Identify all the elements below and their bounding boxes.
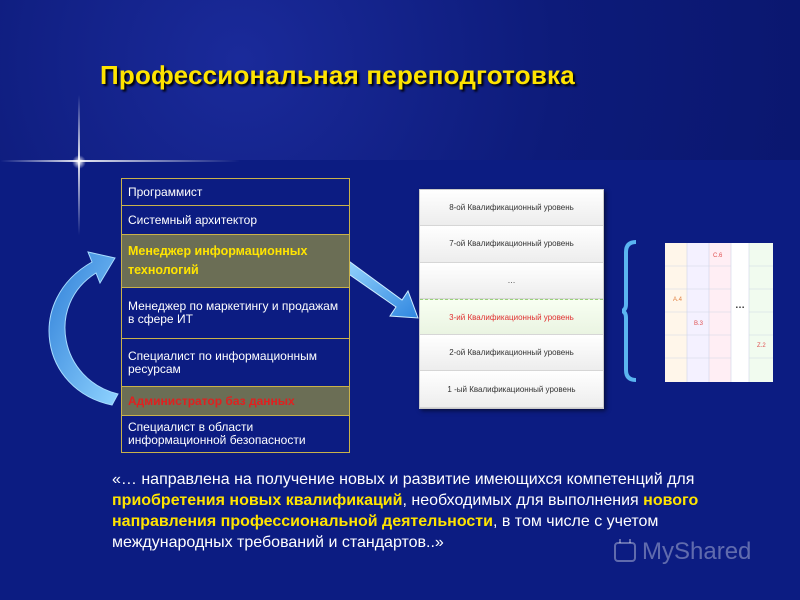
quote-highlight-2: нового направления профессиональной деятельности: [112, 492, 699, 530]
role-security-specialist: Специалист в области информационной безопасности: [121, 416, 350, 453]
role-info-resources-specialist: Специалист по информационным ресурсам: [121, 339, 350, 387]
competence-grid-lines: [665, 243, 773, 382]
diagonal-arrow-icon: [340, 259, 418, 318]
level-1: 1 -ый Квалификационный уровень: [420, 371, 603, 407]
watermark-text: MyShared: [642, 538, 752, 565]
level-3: 3-ий Квалификационный уровень: [420, 299, 603, 335]
grid-ellipsis: …: [735, 300, 745, 311]
roles-table: [121, 178, 350, 453]
grid-label-c6: C.6: [713, 253, 723, 259]
competence-grid: [665, 243, 773, 382]
slide-title: Профессиональная переподготовка: [100, 60, 575, 90]
level-2: 2-ой Квалификационный уровень: [420, 335, 603, 371]
curved-loop-arrow-icon: [49, 252, 118, 405]
role-system-architect: Системный архитектор: [121, 206, 350, 235]
role-database-admin: Администратор баз данных: [121, 387, 350, 416]
level-7: 7-ой Квалификационный уровень: [420, 226, 603, 262]
quote-part-2: , необходимых для выполнения: [402, 492, 644, 509]
grid-label-b3: B.3: [694, 321, 704, 327]
level-8: 8-ой Квалификационный уровень: [420, 190, 603, 226]
grid-label-a4: A.4: [673, 297, 683, 303]
role-programmer: Программист: [121, 178, 350, 206]
qualification-levels-table: [419, 189, 604, 409]
quote-part-1: «… направлена на получение новых и развитие имеющихся компетенций для: [112, 471, 695, 488]
role-it-manager: Менеджер информационных технологий: [121, 235, 350, 288]
watermark-icon: [612, 537, 638, 565]
quote-part-3: , в том числе с учетом международных требований и стандартов..»: [112, 513, 659, 551]
level-ellipsis: …: [420, 263, 603, 299]
grid-label-z2: Z.2: [757, 343, 766, 349]
quote-highlight-1: приобретения новых квалификаций: [112, 492, 403, 509]
role-marketing-manager: Менеджер по маркетингу и продажам в сфере ИТ: [121, 288, 350, 339]
bracket-icon: [622, 240, 638, 382]
